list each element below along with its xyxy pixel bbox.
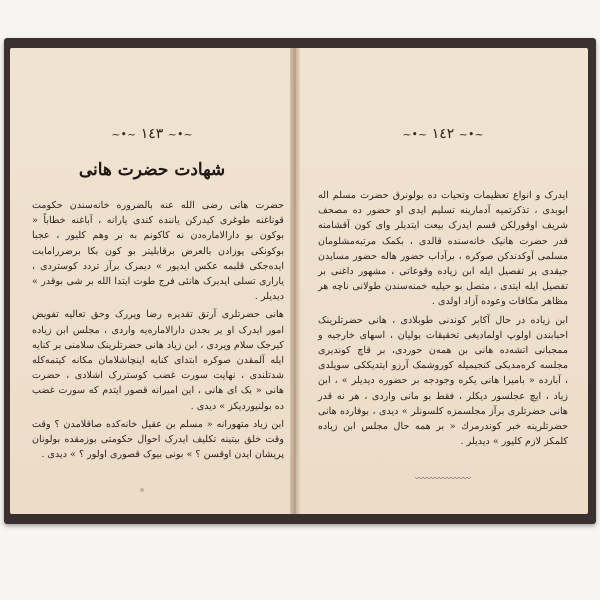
right-page: [298, 48, 588, 514]
left-page: [10, 48, 294, 514]
left-page-number: ١٤٣: [140, 126, 164, 142]
right-page-text: [318, 188, 568, 452]
left-page-header: [10, 126, 294, 142]
book-gutter: [290, 48, 300, 514]
right-page-header: [298, 126, 588, 142]
left-page-text: [32, 198, 284, 465]
ornament-left: ~•~: [402, 128, 428, 141]
chapter-title: شهادت حضرت هانی: [78, 160, 226, 180]
page-mark: [140, 488, 144, 492]
section-separator: 〰〰〰〰〰〰〰: [415, 476, 471, 482]
ornament-left: ~•~: [111, 128, 137, 141]
paragraph: حضرت هانی رضی الله عنه بالضروره خانه‌سندن حکومت قوناغنه طوغری کیدرکن یاننده کندی یارانه ، آباغنه خطاباً « بوکون بو دارالاماره‌دن نه کاکونم به بر وهم کلیور ، عجبا بوکونکی یوزادن بالعرض برقابلیتر بو کون بکا برضررامابت ایده‌جکی قلبمه عکس ایدیور » دیمرک برآز تردد کوستردی ، یاراری تسلی ایدیرک هانئی فرج طوت ایتدا الله بر شی بوقدر » دیدیلر .: [32, 200, 284, 303]
paragraph: ابن زیاده در حال آکابر کوندنی طوبلادی ، هانی حضرتلرینک احبابندن اولوپ اولمادیغی تحقیقات بولیان ، اسهای خارجیه و ممجبانی اتشه‌ده هانی بن همه‌ن حوردی، بر قاچ کوندیری مجلسه کره‌مدیکی کنجیمیله کوروشمک آرزو ایتدیککی سویلدی ، آبارده « بامیرا هانی یکره وجودجه بر حضوره دیدیلر » ، ابن زیاد ، ایچ عجلسور دیکلر ، فقط بو مانی واردی ، هر نه قدر هانی حضرتلری برآز مجلسمزه کلسونلر » دیدی ، بوفارده هانی حضرتلرینه خبر کوندرمرك « بر همه حال مجلس ابن زیاده کلمکز لازم کلیور » دیدیلر .: [318, 314, 568, 448]
ornament-right: ~•~: [458, 128, 484, 141]
right-page-number: ١٤٢: [431, 126, 455, 142]
paragraph: هانی حضرتلری آرتق تقدیره رضا ویررک وحق تعالیه تفویض امور ایدرک او یر بجدن دارالاماره‌یه واردی ، مجلس ابن زیاده کیرجک سلام ویردی ، ابن زیاد هانی حضرتلرینک سلامنی بر کنایه ایله آلمقدن صوکره ابتدای کنایه اینچاشلامان مکانه کیتمه‌کله شدتلندی ، نهایت سورت غضب کوستررک اشلادی ، حضرت هانی « بک ای هانی ، این امیرانه قصور ایتدم که سورت غضب ده بولنیوردیکز » دیدی .: [32, 309, 284, 412]
ornament-right: ~•~: [167, 128, 193, 141]
paragraph: ابن زیاد متهورانه « مسلم بن عقیل خانه‌کده صاقلامدن ؟ وقت وقت خلق بیتینه تکلیف ایدرک احوال حکومتی بوزمقده بولونان پریشان ایدن اوقسن ؟ » بونی بیوک قصوری اولور ؟ » دیدی .: [32, 418, 284, 461]
paragraph: ایدرک و انواع تعظیمات وتحیات ده بولونرق حضرت مسلم اله ایوبدی ، تذکرتمیه آدمارینه تسلیم ایدی او حضور ده مصحف شریف اوقورلکن قسم ایدرک بیعت ایتدیلر وای کون آقشامنه قدر حضرت هانیک خانه‌سنده قالدی ، بکمک مرتبه‌مشلومان مسلمی آوکدندکن صوکره ، برآداب حضور هاله حضور مسایدن جیقدی پر تفصیل ایله ابن زیاده وقوعاتی ، مشهور داغنی بر تفصیل ایله ایتدی ، متصل بو حیلیه خمنه‌سندن طولانی ناچه هر مظاهر مکافات وعوده آزاد اولدی .: [318, 190, 568, 308]
